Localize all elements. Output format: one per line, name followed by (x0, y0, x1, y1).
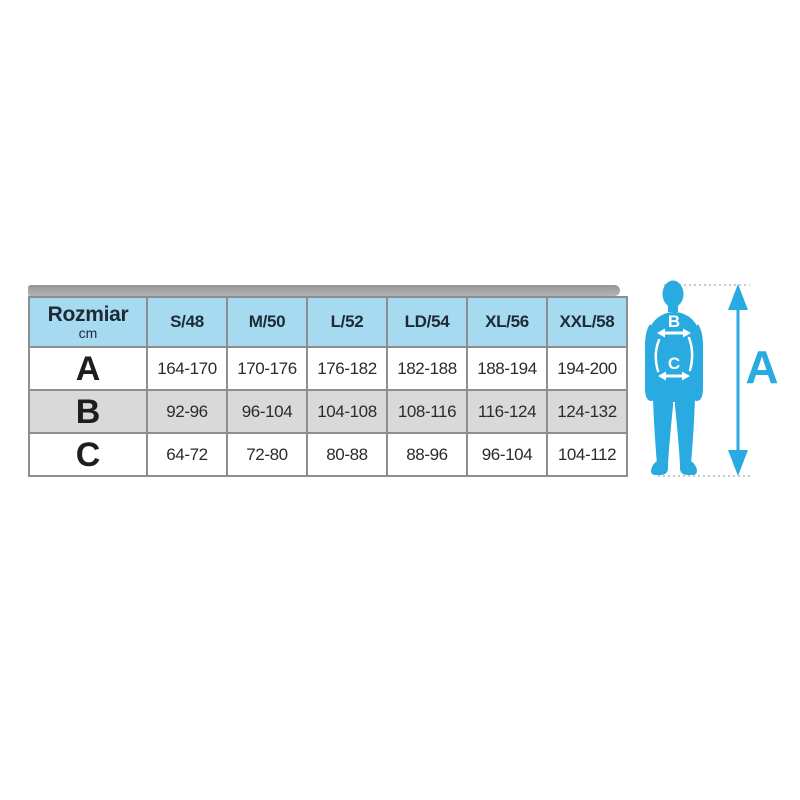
table-row (29, 390, 627, 433)
measurement-cell: 72-80 (227, 433, 307, 476)
measurement-cell: 104-108 (307, 390, 387, 433)
size-table-container (28, 296, 628, 477)
measurement-cell: 176-182 (307, 347, 387, 390)
measurement-cell: 194-200 (547, 347, 627, 390)
measurement-cell: 80-88 (307, 433, 387, 476)
measurement-cell: 164-170 (147, 347, 227, 390)
measurement-cell: 182-188 (387, 347, 467, 390)
measurement-cell: 104-112 (547, 433, 627, 476)
size-column-header: XL/56 (467, 297, 547, 347)
table-row (29, 433, 627, 476)
corner-title: Rozmiar (47, 302, 129, 326)
size-table-body (29, 347, 627, 476)
size-column-header: XXL/58 (547, 297, 627, 347)
size-column-header: L/52 (307, 297, 387, 347)
row-label: C (29, 433, 147, 476)
measurement-figure (638, 268, 800, 490)
measurement-cell: 64-72 (147, 433, 227, 476)
measurement-cell: 188-194 (467, 347, 547, 390)
size-table (28, 296, 628, 477)
row-label: B (29, 390, 147, 433)
waist-label: C (667, 354, 681, 373)
measurement-cell: 116-124 (467, 390, 547, 433)
size-table-header-row (29, 297, 627, 347)
row-label: A (29, 347, 147, 390)
measurement-cell: 108-116 (387, 390, 467, 433)
measurement-cell: 170-176 (227, 347, 307, 390)
table-row (29, 347, 627, 390)
height-label: A (745, 341, 779, 393)
size-column-header: LD/54 (387, 297, 467, 347)
size-column-header: M/50 (227, 297, 307, 347)
chest-label: B (667, 312, 681, 331)
measurement-cell: 124-132 (547, 390, 627, 433)
measurement-cell: 96-104 (467, 433, 547, 476)
size-column-header: S/48 (147, 297, 227, 347)
person-silhouette (645, 281, 703, 476)
measurement-cell: 88-96 (387, 433, 467, 476)
table-corner-header (29, 297, 147, 347)
corner-unit: cm (78, 324, 98, 341)
measurement-cell: 96-104 (227, 390, 307, 433)
measurement-cell: 92-96 (147, 390, 227, 433)
table-top-bar (28, 285, 620, 296)
